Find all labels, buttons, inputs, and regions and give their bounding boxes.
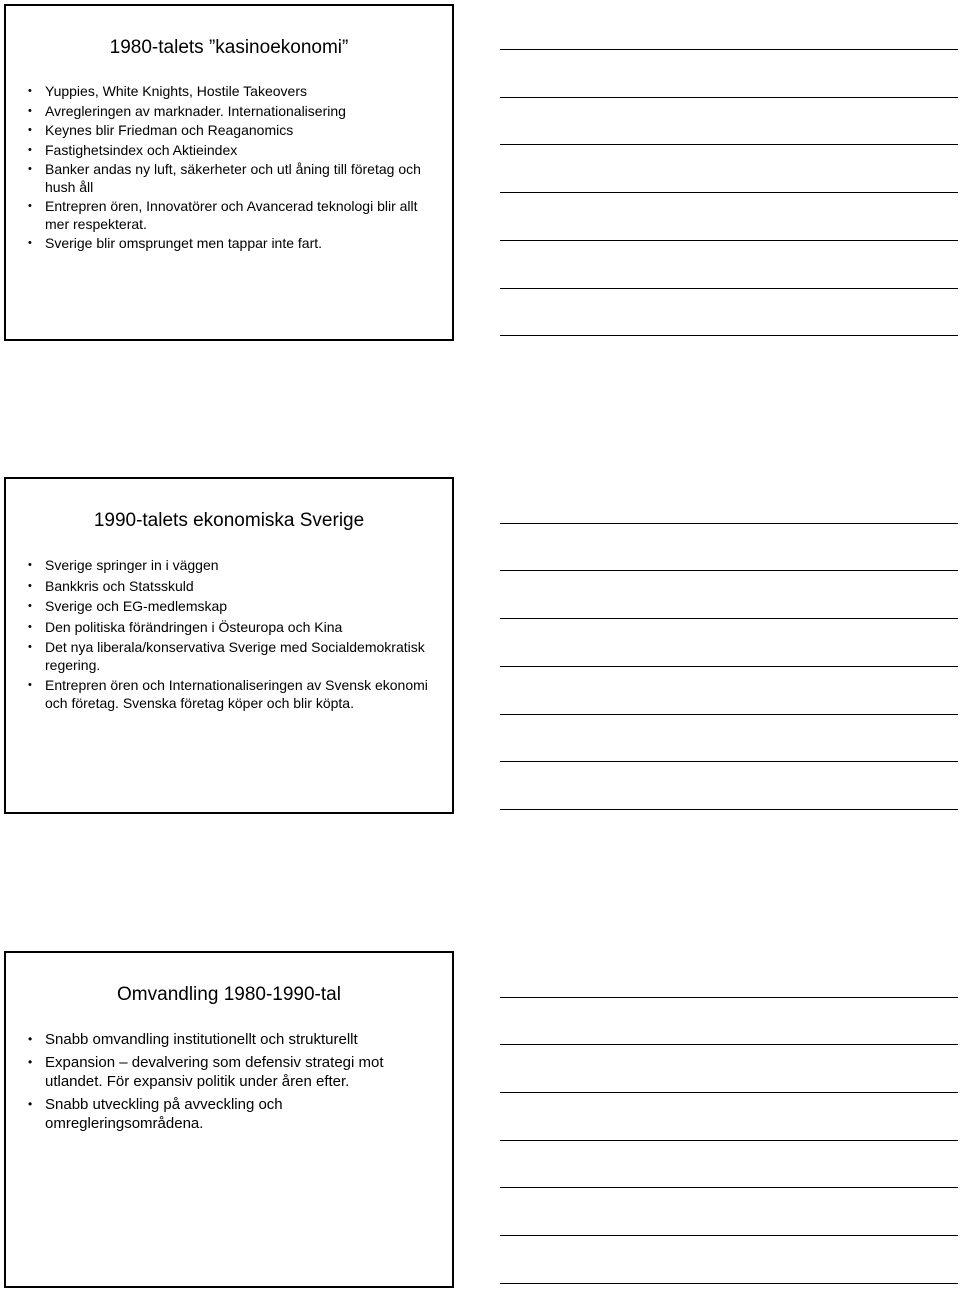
note-line <box>500 1187 958 1188</box>
bullet-icon: • <box>28 559 32 571</box>
bullet-icon: • <box>28 600 32 612</box>
bullet-icon: • <box>28 143 32 156</box>
note-line <box>500 666 958 667</box>
bullet-icon: • <box>28 85 32 97</box>
slide-1 <box>4 4 454 341</box>
slide-3 <box>4 951 454 1288</box>
slide-title: Omvandling 1980-1990-tal <box>117 984 341 1005</box>
bullet-text: Entrepren ören, Innovatörer och Avancerad teknologi blir allt mer respekterat. <box>45 198 418 232</box>
bullet-text: Yuppies, White Knights, Hostile Takeovers <box>45 83 307 99</box>
bullet-item <box>26 557 440 575</box>
bullet-text: Den politiska förändringen i Östeuropa och Kina <box>45 618 343 635</box>
bullet-icon: • <box>28 104 32 117</box>
note-line <box>500 809 958 810</box>
bullet-text: Entrepren ören och Internationaliseringen av Svensk ekonomi och företag. Svenska företag köper och blir köpta. <box>45 677 428 711</box>
bullet-text: Fastighetsindex och Aktieindex <box>45 141 238 158</box>
bullet-item <box>26 161 440 196</box>
bullet-text: Sverige springer in i väggen <box>45 557 219 573</box>
bullet-list <box>26 1030 440 1137</box>
bullet-text: Bankkris och Statsskuld <box>45 577 194 594</box>
note-line <box>500 49 958 50</box>
note-line <box>500 192 958 193</box>
bullet-item <box>26 1095 440 1133</box>
note-line <box>500 997 958 998</box>
bullet-item <box>26 1030 440 1049</box>
bullet-item <box>26 142 440 160</box>
note-line <box>500 335 958 336</box>
bullet-text: Expansion – devalvering som defensiv strategi mot utlandet. För expansiv politik under åren efter. <box>45 1054 384 1090</box>
note-line <box>500 570 958 571</box>
note-line <box>500 1092 958 1093</box>
bullet-item <box>26 122 440 140</box>
bullet-item <box>26 83 440 101</box>
bullet-icon: • <box>28 679 32 691</box>
bullet-list <box>26 83 440 255</box>
bullet-icon: • <box>28 124 32 136</box>
note-line <box>500 714 958 715</box>
bullet-item <box>26 198 440 233</box>
bullet-text: Keynes blir Friedman och Reaganomics <box>45 122 294 138</box>
bullet-item <box>26 578 440 596</box>
slide-title: 1990-talets ekonomiska Sverige <box>93 510 365 531</box>
bullet-icon: • <box>28 163 32 175</box>
bullet-icon: • <box>28 1097 33 1111</box>
note-line <box>500 618 958 619</box>
bullet-icon: • <box>28 579 32 592</box>
bullet-icon: • <box>28 237 32 249</box>
bullet-icon: • <box>28 1055 33 1069</box>
bullet-icon: • <box>28 200 32 212</box>
note-line <box>500 240 958 241</box>
bullet-item <box>26 103 440 121</box>
bullet-item <box>26 619 440 637</box>
note-line <box>500 1140 958 1141</box>
bullet-text: Avregleringen av marknader. Internationalisering <box>45 102 346 119</box>
slide-2 <box>4 477 454 814</box>
bullet-item <box>26 235 440 253</box>
bullet-icon: • <box>28 641 32 653</box>
bullet-item <box>26 639 440 674</box>
bullet-item <box>26 598 440 616</box>
bullet-text: Det nya liberala/konservativa Sverige med Socialdemokratisk regering. <box>45 639 425 673</box>
slide-title: 1980-talets ”kasinoekonomi” <box>109 37 349 58</box>
bullet-text: Snabb omvandling institutionellt och strukturellt <box>45 1031 358 1048</box>
bullet-text: Banker andas ny luft, säkerheter och utl åning till företag och hush åll <box>45 161 421 195</box>
bullet-icon: • <box>28 620 32 633</box>
bullet-text: Sverige och EG-medlemskap <box>45 598 228 614</box>
bullet-list <box>26 557 440 715</box>
bullet-text: Sverige blir omsprunget men tappar inte fart. <box>45 235 323 251</box>
note-line <box>500 97 958 98</box>
note-line <box>500 144 958 145</box>
note-line <box>500 1283 958 1284</box>
note-line <box>500 1235 958 1236</box>
bullet-item <box>26 677 440 712</box>
note-line <box>500 288 958 289</box>
note-line <box>500 523 958 524</box>
bullet-icon: • <box>28 1032 33 1046</box>
note-line <box>500 761 958 762</box>
bullet-item <box>26 1053 440 1091</box>
bullet-text: Snabb utveckling på avveckling och omregleringsområdena. <box>45 1096 283 1132</box>
note-line <box>500 1044 958 1045</box>
